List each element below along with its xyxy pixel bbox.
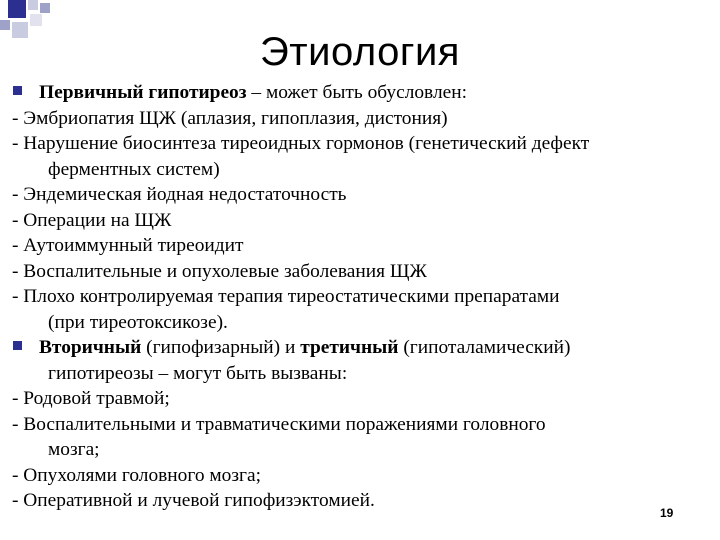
bullet-continuation: гипотиреозы – могут быть вызваны: <box>48 362 348 384</box>
list-item: - Родовой травмой; <box>12 388 170 409</box>
list-item: - Операции на ЩЖ <box>12 209 172 231</box>
deco-square <box>28 0 38 10</box>
list-item: - Воспалительные и опухолевые заболевания ЩЖ <box>12 260 427 282</box>
slide-body <box>12 80 717 514</box>
list-item: - Оперативной и лучевой гипофизэктомией. <box>12 490 375 511</box>
list-item: - Аутоиммунный тиреоидит <box>12 235 244 256</box>
square-bullet-icon <box>13 86 22 95</box>
list-item: - Плохо контролируемая терапия тиреостатическими препаратами <box>12 286 560 307</box>
bullet-bold-text: Первичный гипотиреоз <box>39 82 247 103</box>
deco-square <box>40 3 50 13</box>
deco-square <box>8 0 26 18</box>
deco-square <box>30 14 42 26</box>
list-item: - Нарушение биосинтеза тиреоидных гормонов (генетический дефект <box>12 133 590 154</box>
list-item: - Воспалительными и травматическими поражениями головного <box>12 413 546 435</box>
bullet-primary <box>12 80 717 106</box>
bullet-text: (гипоталамический) <box>398 337 571 358</box>
bullet-secondary <box>12 335 717 361</box>
list-item-continuation: (при тиреотоксикозе). <box>48 311 228 333</box>
bullet-bold-text: Вторичный <box>39 337 142 358</box>
page-number: 19 <box>660 506 674 520</box>
list-item: - Эндемическая йодная недостаточность <box>12 184 347 205</box>
list-item-continuation: ферментных систем) <box>48 158 220 180</box>
slide-title: Этиология <box>260 30 460 74</box>
bullet-bold-text: третичный <box>300 337 399 358</box>
list-item: - Опухолями головного мозга; <box>12 464 261 486</box>
list-item-continuation: мозга; <box>48 439 100 460</box>
bullet-text: – может быть обусловлен: <box>246 82 468 103</box>
list-item: - Эмбриопатия ЩЖ (аплазия, гипоплазия, дистония) <box>12 107 448 129</box>
square-bullet-icon <box>13 341 22 350</box>
bullet-text: (гипофизарный) и <box>141 337 301 358</box>
